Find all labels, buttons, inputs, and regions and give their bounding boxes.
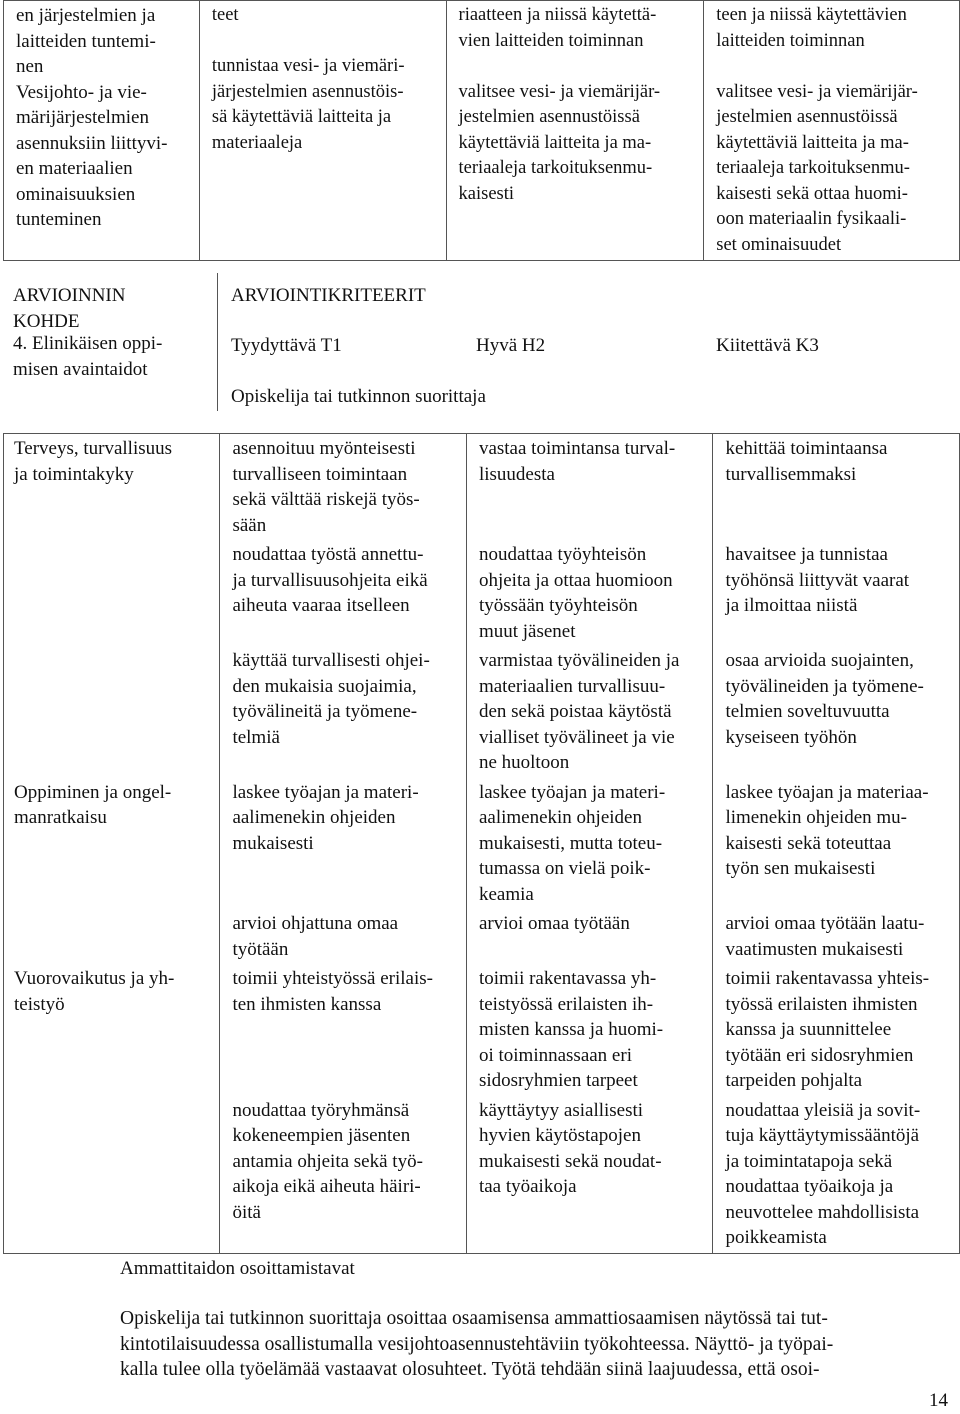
table-row bbox=[4, 646, 960, 778]
subject-label: Opiskelija tai tutkinnon suorittaja bbox=[231, 386, 486, 407]
row-level1: noudattaa työryhmänsä kokeneempien jäsenten antamia ohjeita sekä työ- aikoja eikä aiheuta häiri- öitä bbox=[220, 1096, 467, 1254]
row-level2: toimii rakentavassa yh- teistyössä erilaisten ih- misten kanssa ja huomi- oi toiminnassaan eri sidosryhmien tarpeet bbox=[466, 964, 713, 1096]
table-row bbox=[4, 540, 960, 646]
level-1-label: Tyydyttävä T1 bbox=[231, 335, 342, 356]
level-3-label: Kiitettävä K3 bbox=[716, 335, 819, 356]
row-category bbox=[4, 646, 220, 778]
criteria-label: ARVIOINTIKRITEERIT bbox=[231, 285, 426, 306]
top-table-col0: en järjestelmien ja laitteiden tuntemi- nen Vesijohto- ja vie- märijärjestelmien asennuksiin liittyvi- en materiaalien ominaisuuksien tunteminen bbox=[4, 1, 200, 261]
page-number: 14 bbox=[929, 1390, 948, 1411]
row-level2: vastaa toimintansa turval- lisuudesta bbox=[466, 434, 713, 541]
row-level1: arvioi ohjattuna omaa työtään bbox=[220, 909, 467, 964]
row-category: Terveys, turvallisuus ja toimintakyky bbox=[4, 434, 220, 541]
assessment-header bbox=[3, 273, 960, 411]
row-level2: varmistaa työvälineiden ja materiaalien turvallisuu- den sekä poistaa käytöstä vialliset työvälineet ja vie ne huoltoon bbox=[466, 646, 713, 778]
top-table-col3: teen ja niissä käytettävien laitteiden toiminnan valitsee vesi- ja viemärijär- jestelmien asennustöissä käytettäviä laitteita ja ma- teriaaleja tarkoituksenmu- kaisesti sekä ottaa huomi- oon materiaalin fysikaali- set ominaisuudet bbox=[704, 1, 960, 261]
row-level1: asennoituu myönteisesti turvalliseen toimintaan sekä välttää riskejä työs- sään bbox=[220, 434, 467, 541]
top-table-col1: teet tunnistaa vesi- ja viemäri- järjestelmien asennustöis- sä käytettäviä laitteita ja materiaaleja bbox=[199, 1, 446, 261]
criteria-table bbox=[3, 433, 960, 1254]
row-category: Vuorovaikutus ja yh- teistyö bbox=[4, 964, 220, 1096]
level-2-label: Hyvä H2 bbox=[476, 335, 546, 356]
row-level3: havaitsee ja tunnistaa työhönsä liittyvät vaarat ja ilmoittaa niistä bbox=[713, 540, 960, 646]
assessment-target-label: ARVIOINNIN KOHDE bbox=[13, 285, 126, 332]
row-level3: toimii rakentavassa yhteis- työssä erilaisten ihmisten kanssa ja suunnittelee työtään eri sidosryhmien tarpeiden pohjalta bbox=[713, 964, 960, 1096]
row-level3: kehittää toimintaansa turvallisemmaksi bbox=[713, 434, 960, 541]
header-divider bbox=[217, 273, 218, 411]
row-level1: käyttää turvallisesti ohjei- den mukaisia suojaimia, työvälineitä ja työmene- telmiä bbox=[220, 646, 467, 778]
assessment-target-item: 4. Elinikäisen oppi- misen avaintaidot bbox=[13, 333, 163, 380]
row-level3: laskee työajan ja materiaa- limenekin ohjeiden mu- kaisesti sekä toteuttaa työn sen mukaisesti bbox=[713, 778, 960, 910]
row-level3: arvioi omaa työtään laatu- vaatimusten mukaisesti bbox=[713, 909, 960, 964]
row-category bbox=[4, 540, 220, 646]
demonstration-methods-heading: Ammattitaidon osoittamistavat bbox=[120, 1258, 355, 1279]
row-level2: noudattaa työyhteisön ohjeita ja ottaa huomioon työssään työyhteisön muut jäsenet bbox=[466, 540, 713, 646]
row-level3: osaa arvioida suojainten, työvälineiden ja työmene- telmien soveltuvuutta kyseiseen työhön bbox=[713, 646, 960, 778]
row-category bbox=[4, 1096, 220, 1254]
row-level1: toimii yhteistyössä erilais- ten ihmisten kanssa bbox=[220, 964, 467, 1096]
row-level2: käyttäytyy asiallisesti hyvien käytöstapojen mukaisesti sekä noudat- taa työaikoja bbox=[466, 1096, 713, 1254]
row-category bbox=[4, 909, 220, 964]
demonstration-methods-paragraph: Opiskelija tai tutkinnon suorittaja osoittaa osaamisensa ammattiosaamisen näytössä tai tut- kintotilaisuudessa osallistumalla vesijohtoasennustehtäviin työkohteessa. Näyttö- ja työpai- kalla tulee olla työelämää vastaavat olosuhteet. Työtä tehdään siinä laajuudessa, että osoi- bbox=[120, 1308, 834, 1381]
row-level1: laskee työajan ja materi- aalimenekin ohjeiden mukaisesti bbox=[220, 778, 467, 910]
row-level2: laskee työajan ja materi- aalimenekin ohjeiden mukaisesti, mutta toteu- tumassa on vielä poik- keamia bbox=[466, 778, 713, 910]
table-row bbox=[4, 778, 960, 910]
table-row bbox=[4, 1096, 960, 1254]
row-category: Oppiminen ja ongel- manratkaisu bbox=[4, 778, 220, 910]
table-row bbox=[4, 909, 960, 964]
row-level3: noudattaa yleisiä ja sovit- tuja käyttäytymissääntöjä ja toimintatapoja sekä noudattaa työaikoja ja neuvottelee mahdollisista poikkeamista bbox=[713, 1096, 960, 1254]
table-row bbox=[4, 434, 960, 541]
row-level1: noudattaa työstä annettu- ja turvallisuusohjeita eikä aiheuta vaaraa itselleen bbox=[220, 540, 467, 646]
top-table-col2: riaatteen ja niissä käytettä- vien laitteiden toiminnan valitsee vesi- ja viemärijär- jestelmien asennustöissä käytettäviä laitteita ja ma- teriaaleja tarkoituksenmu- kaisesti bbox=[446, 1, 704, 261]
top-criteria-table bbox=[3, 0, 960, 261]
table-row bbox=[4, 964, 960, 1096]
row-level2: arvioi omaa työtään bbox=[466, 909, 713, 964]
